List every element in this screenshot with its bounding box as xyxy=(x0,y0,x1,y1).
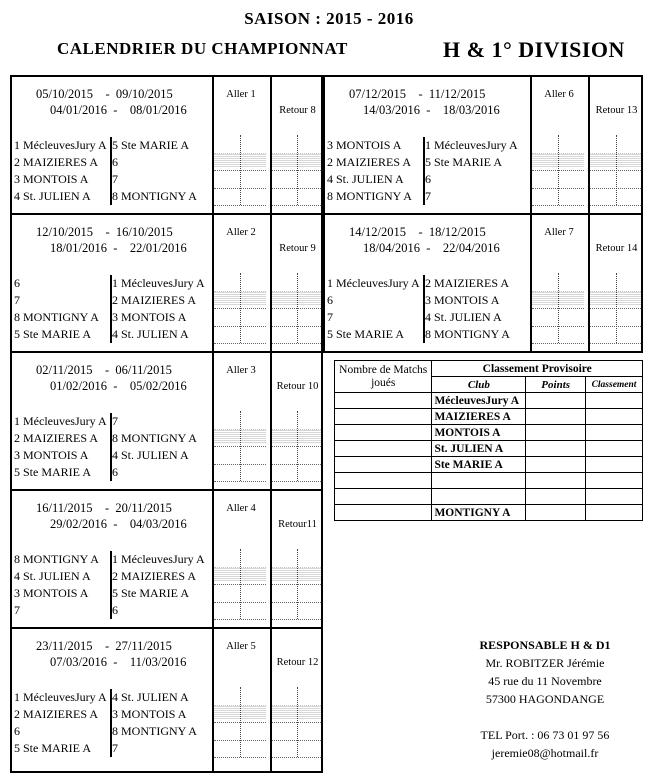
aller-label: Aller 6 xyxy=(544,89,574,100)
team-away: 2 MAIZIERES A xyxy=(112,293,196,307)
score-separator xyxy=(558,273,559,343)
club-cell xyxy=(432,489,526,505)
team-away: 6 xyxy=(425,172,431,186)
dates-retour: 18/01/2016 - 22/01/2016 xyxy=(50,241,187,255)
team-home: 7 xyxy=(327,310,333,324)
score-grid[interactable] xyxy=(214,549,266,619)
team-away: 8 MONTIGNY A xyxy=(425,327,510,341)
round-block xyxy=(10,489,323,629)
score-grid[interactable] xyxy=(272,135,321,205)
score-grid[interactable] xyxy=(272,411,321,481)
retour-label: Retour 12 xyxy=(276,657,319,668)
team-away: 7 xyxy=(425,189,431,203)
round-block xyxy=(10,627,323,773)
dates-aller: 14/12/2015 - 18/12/2015 xyxy=(349,225,486,239)
division-title: H & 1° DIVISION xyxy=(443,37,625,62)
score-separator xyxy=(240,687,241,757)
retour-label: Retour 13 xyxy=(595,105,638,116)
club-cell: MAIZIERES A xyxy=(432,409,526,425)
team-home: 2 MAIZIERES A xyxy=(327,155,411,169)
team-away: 3 MONTOIS A xyxy=(112,310,187,324)
team-home: 1 MécleuvesJury A xyxy=(14,690,107,704)
club-cell: Ste MARIE A xyxy=(432,457,526,473)
team-home: 6 xyxy=(327,293,333,307)
team-away: 3 MONTOIS A xyxy=(425,293,500,307)
score-separator xyxy=(240,273,241,343)
team-away: 3 MONTOIS A xyxy=(112,707,187,721)
team-away: 4 St. JULIEN A xyxy=(112,448,189,462)
team-home: 8 MONTIGNY A xyxy=(14,310,99,324)
dates-retour: 01/02/2016 - 05/02/2016 xyxy=(50,379,187,393)
matches-header: Nombre de Matchs joués xyxy=(335,361,432,393)
score-grid[interactable] xyxy=(532,135,584,205)
aller-label: Aller 1 xyxy=(226,89,256,100)
score-grid[interactable] xyxy=(590,135,641,205)
team-away: 4 St. JULIEN A xyxy=(112,327,189,341)
score-separator xyxy=(240,135,241,205)
round-block xyxy=(10,213,323,353)
dates-retour: 29/02/2016 - 04/03/2016 xyxy=(50,517,187,531)
team-home: 4 St. JULIEN A xyxy=(327,172,404,186)
team-home: 2 MAIZIERES A xyxy=(14,431,98,445)
season-title: SAISON : 2015 - 2016 xyxy=(244,9,414,28)
score-grid[interactable] xyxy=(272,687,321,757)
team-away: 6 xyxy=(112,155,118,169)
team-home: 8 MONTIGNY A xyxy=(327,189,412,203)
team-away: 8 MONTIGNY A xyxy=(112,724,197,738)
team-home: 3 MONTOIS A xyxy=(14,586,89,600)
score-separator xyxy=(558,135,559,205)
club-cell: MécleuvesJury A xyxy=(432,393,526,409)
team-away: 1 MécleuvesJury A xyxy=(112,276,205,290)
dates-aller: 12/10/2015 - 16/10/2015 xyxy=(36,225,173,239)
team-home: 1 MécleuvesJury A xyxy=(14,414,107,428)
round-block xyxy=(323,213,643,353)
aller-label: Aller 2 xyxy=(226,227,256,238)
round-block xyxy=(10,75,323,215)
table-row xyxy=(335,473,643,489)
col-points: Points xyxy=(526,377,586,393)
score-separator xyxy=(240,411,241,481)
team-away: 2 MAIZIERES A xyxy=(112,569,196,583)
team-home: 1 MécleuvesJury A xyxy=(14,138,107,152)
team-home: 5 Ste MARIE A xyxy=(14,741,92,755)
team-away: 7 xyxy=(112,414,118,428)
ranking-title: Classement Provisoire xyxy=(432,361,643,377)
team-home: 6 xyxy=(14,276,20,290)
team-home: 5 Ste MARIE A xyxy=(327,327,405,341)
score-grid[interactable] xyxy=(272,549,321,619)
dates-retour: 18/04/2016 - 22/04/2016 xyxy=(363,241,500,255)
table-row xyxy=(335,505,643,521)
team-home: 7 xyxy=(14,293,20,307)
score-grid[interactable] xyxy=(214,273,266,343)
score-separator xyxy=(297,549,298,619)
team-home: 1 MécleuvesJury A xyxy=(327,276,420,290)
dates-aller: 02/11/2015 - 06/11/2015 xyxy=(36,363,172,377)
score-separator xyxy=(297,687,298,757)
dates-aller: 07/12/2015 - 11/12/2015 xyxy=(349,87,486,101)
team-away: 7 xyxy=(112,172,118,186)
team-away: 8 MONTIGNY A xyxy=(112,431,197,445)
dates-retour: 07/03/2016 - 11/03/2016 xyxy=(50,655,187,669)
score-grid[interactable] xyxy=(214,687,266,757)
dates-retour: 14/03/2016 - 18/03/2016 xyxy=(363,103,500,117)
team-away: 4 St. JULIEN A xyxy=(112,690,189,704)
retour-label: Retour 9 xyxy=(279,243,316,254)
col-rank: Classement xyxy=(586,377,643,393)
score-separator xyxy=(616,273,617,343)
team-away: 2 MAIZIERES A xyxy=(425,276,509,290)
club-cell: St. JULIEN A xyxy=(432,441,526,457)
dates-aller: 16/11/2015 - 20/11/2015 xyxy=(36,501,172,515)
team-home: 2 MAIZIERES A xyxy=(14,155,98,169)
retour-label: Retour11 xyxy=(278,519,317,530)
responsible-block xyxy=(445,636,645,762)
responsible-phone: TEL Port. : 06 73 01 97 56 xyxy=(480,728,610,742)
team-away: 1 MécleuvesJury A xyxy=(425,138,518,152)
responsible-city: 57300 HAGONDANGE xyxy=(485,692,605,706)
team-away: 6 xyxy=(112,465,118,479)
team-home: 3 MONTOIS A xyxy=(14,172,89,186)
score-grid[interactable] xyxy=(272,273,321,343)
responsible-title: RESPONSABLE H & D1 xyxy=(479,638,611,652)
team-away: 1 MécleuvesJury A xyxy=(112,552,205,566)
club-cell: MONTOIS A xyxy=(432,425,526,441)
team-away: 5 Ste MARIE A xyxy=(425,155,503,169)
responsible-name: Mr. ROBITZER Jérémie xyxy=(485,656,605,670)
score-grid[interactable] xyxy=(532,273,584,343)
score-separator xyxy=(297,273,298,343)
calendar-title: CALENDRIER DU CHAMPIONNAT xyxy=(57,39,348,58)
aller-label: Aller 5 xyxy=(226,641,256,652)
aller-label: Aller 7 xyxy=(544,227,574,238)
team-home: 5 Ste MARIE A xyxy=(14,327,92,341)
team-away: 8 MONTIGNY A xyxy=(112,189,197,203)
round-block xyxy=(323,75,643,215)
score-separator xyxy=(297,411,298,481)
club-cell: MONTIGNY A xyxy=(432,505,526,521)
table-row xyxy=(335,393,643,409)
team-away: 7 xyxy=(112,741,118,755)
team-home: 4 St. JULIEN A xyxy=(14,569,91,583)
round-block xyxy=(10,351,323,491)
team-home: 3 MONTOIS A xyxy=(14,448,89,462)
retour-label: Retour 10 xyxy=(276,381,319,392)
dates-aller: 23/11/2015 - 27/11/2015 xyxy=(36,639,172,653)
table-row xyxy=(335,457,643,473)
team-away: 5 Ste MARIE A xyxy=(112,138,190,152)
score-grid[interactable] xyxy=(214,135,266,205)
score-separator xyxy=(297,135,298,205)
responsible-street: 45 rue du 11 Novembre xyxy=(488,674,602,688)
table-row xyxy=(335,489,643,505)
team-home: 6 xyxy=(14,724,20,738)
team-away: 5 Ste MARIE A xyxy=(112,586,190,600)
dates-retour: 04/01/2016 - 08/01/2016 xyxy=(50,103,187,117)
team-away: 6 xyxy=(112,603,118,617)
team-home: 3 MONTOIS A xyxy=(327,138,402,152)
table-row xyxy=(335,409,643,425)
team-home: 5 Ste MARIE A xyxy=(14,465,92,479)
responsible-email: jeremie08@hotmail.fr xyxy=(491,746,599,760)
dates-aller: 05/10/2015 - 09/10/2015 xyxy=(36,87,173,101)
score-grid[interactable] xyxy=(590,273,641,343)
team-home: 7 xyxy=(14,603,20,617)
club-cell xyxy=(432,473,526,489)
table-row xyxy=(335,425,643,441)
retour-label: Retour 14 xyxy=(595,243,638,254)
score-grid[interactable] xyxy=(214,411,266,481)
score-separator xyxy=(616,135,617,205)
team-away: 4 St. JULIEN A xyxy=(425,310,502,324)
team-home: 4 St. JULIEN A xyxy=(14,189,91,203)
col-club: Club xyxy=(432,377,526,393)
aller-label: Aller 3 xyxy=(226,365,256,376)
aller-label: Aller 4 xyxy=(226,503,256,514)
score-separator xyxy=(240,549,241,619)
table-row xyxy=(335,441,643,457)
team-home: 2 MAIZIERES A xyxy=(14,707,98,721)
retour-label: Retour 8 xyxy=(279,105,316,116)
team-home: 8 MONTIGNY A xyxy=(14,552,99,566)
